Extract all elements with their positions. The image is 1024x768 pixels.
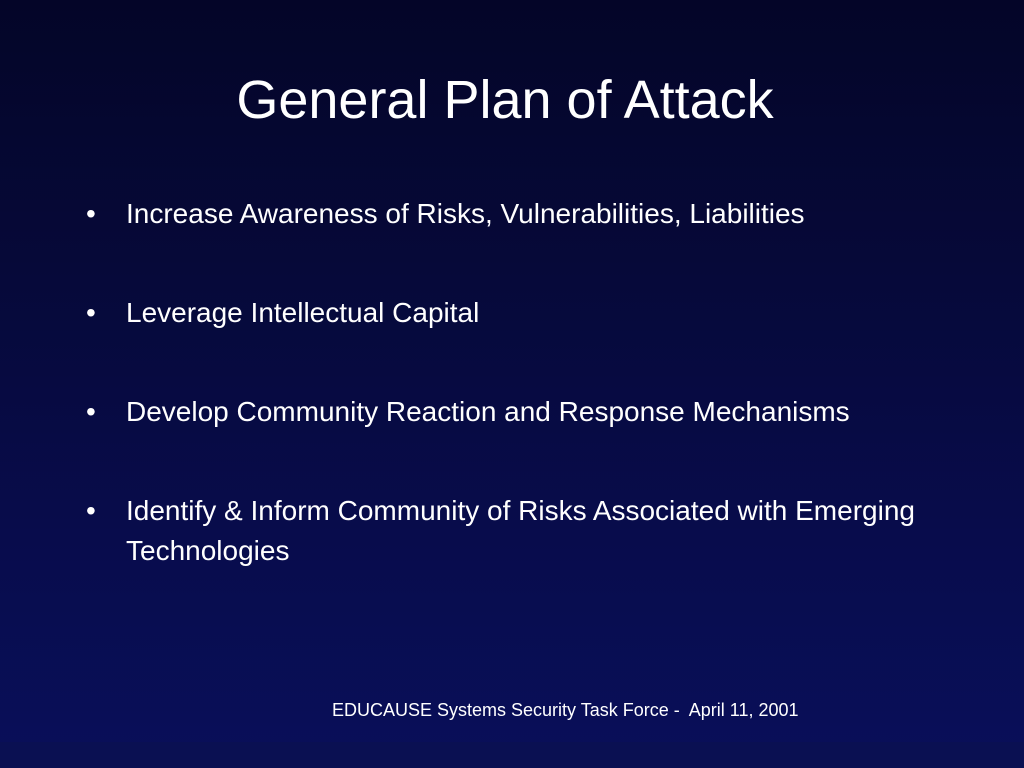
bullet-text: Identify & Inform Community of Risks Associated with Emerging Technologies — [126, 495, 915, 566]
bullet-text: Increase Awareness of Risks, Vulnerabilities, Liabilities — [126, 198, 805, 229]
bottom-band — [0, 742, 1024, 768]
bullet-marker: • — [86, 198, 96, 229]
bullet-list — [86, 194, 966, 630]
slide-title: General Plan of Attack — [236, 70, 774, 130]
bullet-text: Leverage Intellectual Capital — [126, 297, 480, 328]
bullet-item — [86, 392, 966, 432]
bullet-item — [86, 491, 966, 571]
bullet-marker: • — [86, 495, 96, 526]
bullet-text: Develop Community Reaction and Response Mechanisms — [126, 396, 850, 427]
bullet-marker: • — [86, 297, 96, 328]
bullet-item — [86, 194, 966, 234]
bullet-item — [86, 293, 966, 333]
slide-footer: EDUCAUSE Systems Security Task Force - April 11, 2001 — [332, 700, 799, 720]
bullet-marker: • — [86, 396, 96, 427]
